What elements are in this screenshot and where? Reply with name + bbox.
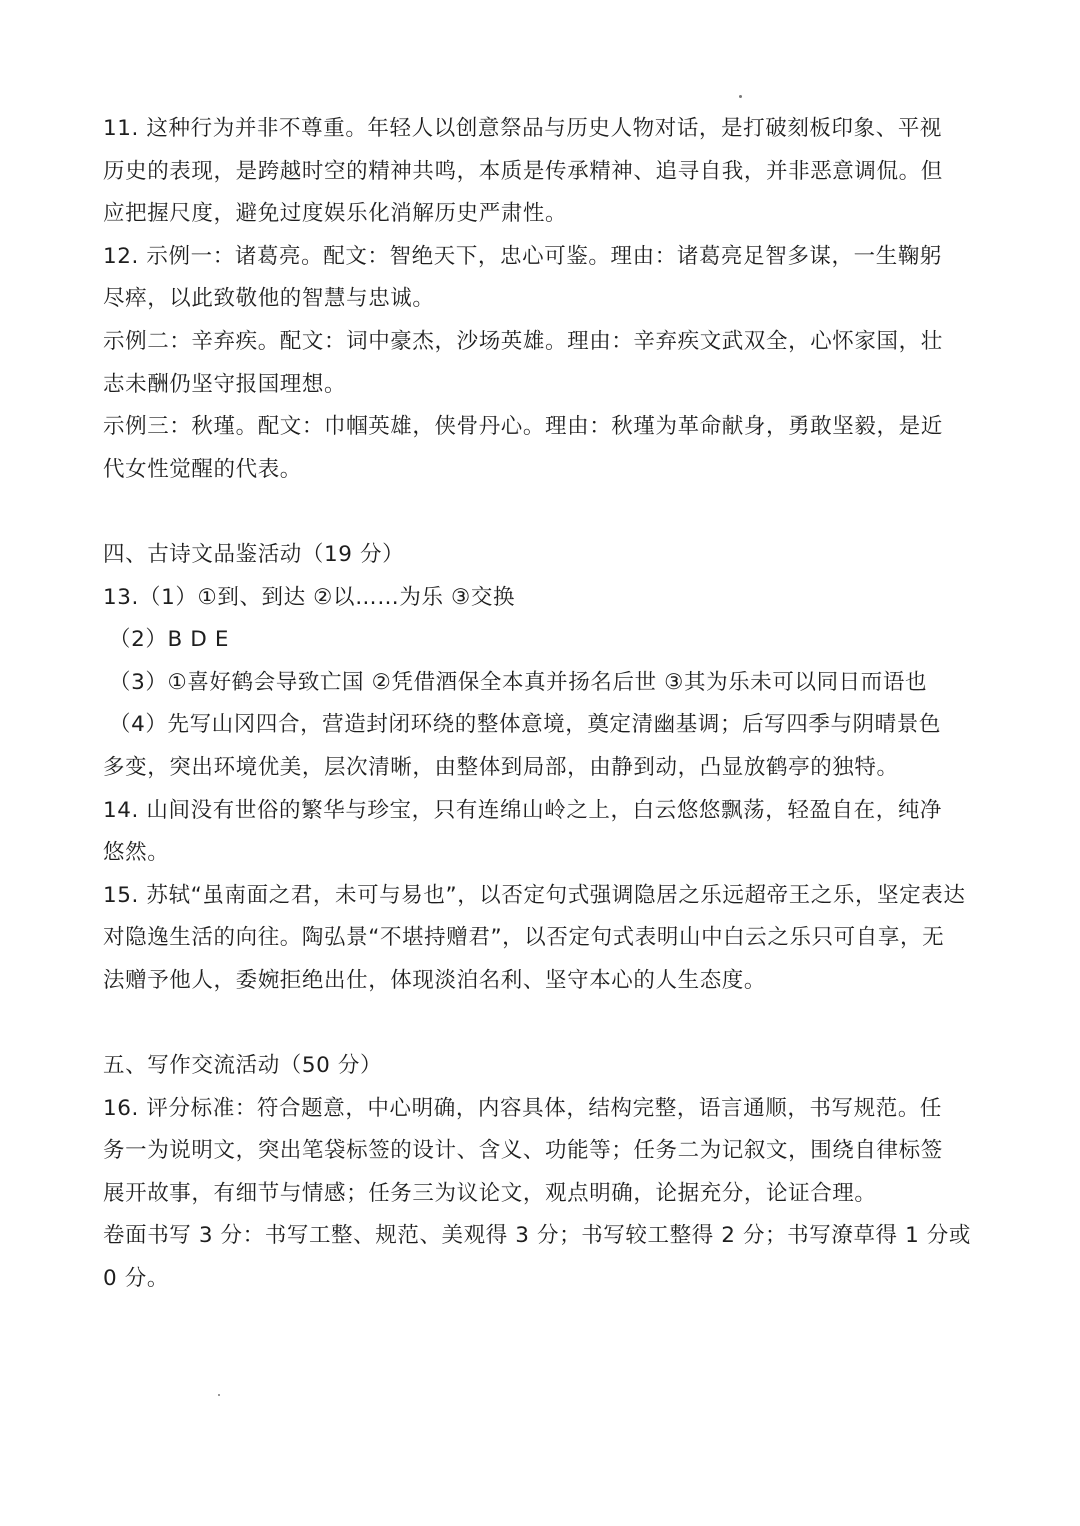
answer-15-line: 法赠予他人，委婉拒绝出仕，体现淡泊名利、坚守本心的人生态度。 (103, 967, 767, 993)
answer-16-line: 展开故事，有细节与情感；任务三为议论文，观点明确，论据充分，论证合理。 (103, 1180, 877, 1206)
answer-16-line: 务一为说明文，突出笔袋标签的设计、含义、功能等；任务二为记叙文，围绕自律标签 (103, 1138, 943, 1164)
answer-13-part-3: （3）①喜好鹤会导致亡国 ②凭借酒保全本真并扬名后世 ③其为乐未可以同日而语也 (109, 669, 928, 695)
answer-14-line: 悠然。 (103, 840, 170, 866)
answer-13-part-4: 多变，突出环境优美，层次清晰，由整体到局部，由静到动，凸显放鹤亭的独特。 (103, 754, 899, 780)
answer-14-line: 14. 山间没有世俗的繁华与珍宝，只有连绵山岭之上，白云悠悠飘荡，轻盈自在，纯净 (103, 797, 943, 823)
answer-12-example-3: 示例三：秋瑾。配文：巾帼英雄，侠骨丹心。理由：秋瑾为革命献身，勇敢坚毅，是近 (103, 414, 943, 440)
scan-speck (739, 95, 742, 98)
answer-16-line: 16. 评分标准：符合题意，中心明确，内容具体，结构完整，语言通顺，书写规范。任 (103, 1095, 943, 1121)
spacer (103, 491, 943, 534)
section-4-heading: 四、古诗文品鉴活动（19 分） (103, 541, 405, 567)
answer-15-line: 对隐逸生活的向往。陶弘景“不堪持赠君”，以否定句式表明山中白云之乐只可自享，无 (103, 925, 945, 951)
answer-13-part-1: 13.（1）①到、到达 ②以……为乐 ③交换 (103, 584, 516, 610)
answer-13-part-2: （2）B D E (109, 627, 230, 653)
answer-11-line: 历史的表现，是跨越时空的精神共鸣，本质是传承精神、追寻自我，并非恶意调侃。但 (103, 158, 943, 184)
section-5-heading: 五、写作交流活动（50 分） (103, 1053, 383, 1079)
answer-12-line: 尽瘁，以此致敬他的智慧与忠诚。 (103, 286, 435, 312)
answer-11-line: 应把握尺度，避免过度娱乐化消解历史严肃性。 (103, 201, 568, 227)
answer-12-example-2: 示例二：辛弃疾。配文：词中豪杰，沙场英雄。理由：辛弃疾文武双全，心怀家国，壮 (103, 328, 943, 354)
handwriting-score-line: 0 分。 (103, 1266, 169, 1292)
answer-12-line: 12. 示例一：诸葛亮。配文：智绝天下，忠心可鉴。理由：诸葛亮足智多谋，一生鞠躬 (103, 243, 943, 269)
handwriting-score-line: 卷面书写 3 分：书写工整、规范、美观得 3 分；书写较工整得 2 分；书写潦草得 1 分或 (103, 1223, 971, 1249)
answer-11-line: 11. 这种行为并非不尊重。年轻人以创意祭品与历史人物对话，是打破刻板印象、平视 (103, 116, 943, 141)
spacer (103, 1002, 943, 1045)
answer-12-example-3: 代女性觉醒的代表。 (103, 456, 302, 482)
answer-13-part-4: （4）先写山冈四合，营造封闭环绕的整体意境，奠定清幽基调；后写四季与阴晴景色 (109, 712, 941, 738)
answer-text (103, 108, 971, 1301)
answer-12-example-2: 志未酬仍坚守报国理想。 (103, 371, 347, 397)
answer-15-line: 15. 苏轼“虽南面之君，未可与易也”，以否定句式强调隐居之乐远超帝王之乐，坚定表达 (103, 882, 966, 908)
scan-speck (218, 1394, 220, 1396)
